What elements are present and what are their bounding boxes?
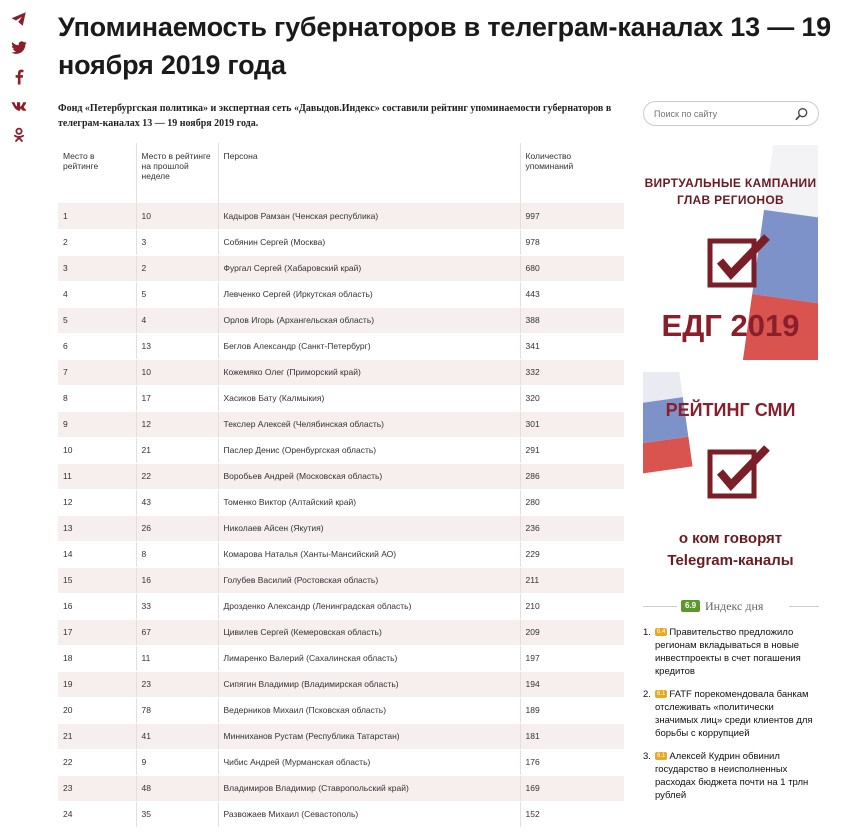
cell-rank: 20 xyxy=(58,697,136,723)
banner-edg-title: ЕДГ 2019 xyxy=(661,308,800,343)
odnoklassniki-icon xyxy=(10,126,28,144)
cell-rank: 15 xyxy=(58,567,136,593)
cell-person: Сипягин Владимир (Владимирская область) xyxy=(218,671,520,697)
divider xyxy=(789,606,819,607)
cell-mentions: 291 xyxy=(520,437,624,463)
news-item[interactable] xyxy=(643,626,819,678)
cell-mentions: 332 xyxy=(520,359,624,385)
news-number: 3. xyxy=(643,751,651,762)
table-row xyxy=(58,593,624,619)
cell-person: Паслер Денис (Оренбургская область) xyxy=(218,437,520,463)
rating-table-body xyxy=(58,203,624,827)
cell-mentions: 997 xyxy=(520,203,624,229)
odnoklassniki-share-button[interactable] xyxy=(10,126,30,146)
table-row xyxy=(58,801,624,827)
cell-prev-rank: 5 xyxy=(136,281,218,307)
cell-rank: 24 xyxy=(58,801,136,827)
vk-icon xyxy=(10,97,28,115)
cell-rank: 9 xyxy=(58,411,136,437)
cell-mentions: 210 xyxy=(520,593,624,619)
cell-rank: 16 xyxy=(58,593,136,619)
cell-prev-rank: 33 xyxy=(136,593,218,619)
cell-prev-rank: 4 xyxy=(136,307,218,333)
cell-prev-rank: 22 xyxy=(136,463,218,489)
cell-person: Воробьев Андрей (Московская область) xyxy=(218,463,520,489)
cell-prev-rank: 13 xyxy=(136,333,218,359)
rating-table xyxy=(58,143,624,828)
cell-prev-rank: 67 xyxy=(136,619,218,645)
cell-rank: 1 xyxy=(58,203,136,229)
cell-prev-rank: 2 xyxy=(136,255,218,281)
cell-mentions: 280 xyxy=(520,489,624,515)
table-row xyxy=(58,255,624,281)
news-link[interactable]: Правительство предложило регионам вкладываться в новые инвестпроекты в счет погашения кредитов xyxy=(655,627,801,677)
news-index-tag: 6.4 xyxy=(657,629,666,635)
cell-mentions: 181 xyxy=(520,723,624,749)
news-number: 2. xyxy=(643,689,651,700)
cell-prev-rank: 12 xyxy=(136,411,218,437)
index-value-badge: 6.9 xyxy=(681,600,700,612)
news-link[interactable]: Алексей Кудрин обвинил государство в неисполненных расходах бюджета почти на 1 трлн рублей xyxy=(655,751,809,801)
cell-prev-rank: 17 xyxy=(136,385,218,411)
table-row xyxy=(58,541,624,567)
table-row xyxy=(58,489,624,515)
vk-share-button[interactable] xyxy=(10,97,30,117)
twitter-share-button[interactable] xyxy=(10,39,30,59)
cell-mentions: 320 xyxy=(520,385,624,411)
table-row xyxy=(58,515,624,541)
table-row xyxy=(58,619,624,645)
cell-person: Николаев Айсен (Якутия) xyxy=(218,515,520,541)
cell-prev-rank: 26 xyxy=(136,515,218,541)
cell-prev-rank: 3 xyxy=(136,229,218,255)
cell-prev-rank: 48 xyxy=(136,775,218,801)
cell-person: Левченко Сергей (Иркутская область) xyxy=(218,281,520,307)
cell-mentions: 301 xyxy=(520,411,624,437)
cell-rank: 5 xyxy=(58,307,136,333)
cell-person: Лимаренко Валерий (Сахалинская область) xyxy=(218,645,520,671)
cell-person: Собянин Сергей (Москва) xyxy=(218,229,520,255)
table-row xyxy=(58,671,624,697)
cell-rank: 23 xyxy=(58,775,136,801)
telegram-icon xyxy=(10,10,28,28)
article-title: Упоминаемость губернаторов в телеграм-каналах 13 — 19 ноября 2019 года xyxy=(58,12,831,80)
cell-person: Голубев Василий (Ростовская область) xyxy=(218,567,520,593)
news-link[interactable]: FATF порекомендовала банкам отслеживать «политически значимых лиц» среди клиентов для борьбы с коррупцией xyxy=(655,689,813,739)
cell-prev-rank: 9 xyxy=(136,749,218,775)
news-index-tag: 6.1 xyxy=(657,753,666,759)
cell-person: Цивилев Сергей (Кемеровская область) xyxy=(218,619,520,645)
banner-edg-2019[interactable] xyxy=(643,145,818,360)
cell-person: Минниханов Рустам (Республика Татарстан) xyxy=(218,723,520,749)
cell-rank: 17 xyxy=(58,619,136,645)
col-header-person: Персона xyxy=(218,143,520,203)
divider xyxy=(643,606,677,607)
cell-prev-rank: 10 xyxy=(136,359,218,385)
cell-rank: 21 xyxy=(58,723,136,749)
table-row xyxy=(58,333,624,359)
twitter-icon xyxy=(10,39,28,57)
cell-person: Орлов Игорь (Архангельская область) xyxy=(218,307,520,333)
cell-rank: 11 xyxy=(58,463,136,489)
table-row xyxy=(58,567,624,593)
table-row xyxy=(58,203,624,229)
cell-mentions: 978 xyxy=(520,229,624,255)
telegram-share-button[interactable] xyxy=(10,10,30,30)
table-row xyxy=(58,749,624,775)
col-header-prev-rank: Место в рейтинге на прошлой неделе xyxy=(136,143,218,203)
news-index-tag: 6.1 xyxy=(657,691,666,697)
cell-rank: 22 xyxy=(58,749,136,775)
banner-media-line1: о ком говорят xyxy=(678,530,783,547)
table-row xyxy=(58,775,624,801)
cell-prev-rank: 23 xyxy=(136,671,218,697)
cell-person: Дрозденко Александр (Ленинградская область) xyxy=(218,593,520,619)
cell-person: Комарова Наталья (Ханты-Мансийский АО) xyxy=(218,541,520,567)
cell-rank: 2 xyxy=(58,229,136,255)
cell-rank: 6 xyxy=(58,333,136,359)
cell-mentions: 152 xyxy=(520,801,624,827)
cell-prev-rank: 41 xyxy=(136,723,218,749)
table-row xyxy=(58,645,624,671)
cell-mentions: 286 xyxy=(520,463,624,489)
table-row xyxy=(58,437,624,463)
index-of-day-header xyxy=(643,598,819,616)
cell-mentions: 443 xyxy=(520,281,624,307)
cell-mentions: 189 xyxy=(520,697,624,723)
cell-prev-rank: 8 xyxy=(136,541,218,567)
cell-person: Томенко Виктор (Алтайский край) xyxy=(218,489,520,515)
cell-rank: 4 xyxy=(58,281,136,307)
cell-mentions: 680 xyxy=(520,255,624,281)
table-row xyxy=(58,723,624,749)
table-row xyxy=(58,697,624,723)
cell-person: Текслер Алексей (Челябинская область) xyxy=(218,411,520,437)
cell-mentions: 388 xyxy=(520,307,624,333)
cell-person: Владимиров Владимир (Ставропольский край) xyxy=(218,775,520,801)
cell-rank: 3 xyxy=(58,255,136,281)
cell-person: Чибис Андрей (Мурманская область) xyxy=(218,749,520,775)
table-header-row xyxy=(58,143,624,203)
cell-person: Беглов Александр (Санкт-Петербург) xyxy=(218,333,520,359)
search-icon[interactable] xyxy=(794,106,810,122)
cell-prev-rank: 78 xyxy=(136,697,218,723)
cell-mentions: 211 xyxy=(520,567,624,593)
table-row xyxy=(58,359,624,385)
col-header-mentions: Количество упоминаний xyxy=(520,143,624,203)
table-row xyxy=(58,385,624,411)
cell-mentions: 197 xyxy=(520,645,624,671)
banner-media-line2: Telegram-каналы xyxy=(667,552,794,569)
table-row xyxy=(58,411,624,437)
cell-mentions: 176 xyxy=(520,749,624,775)
banner-edg-caption: ВИРТУАЛЬНЫЕ КАМПАНИИ ГЛАВ РЕГИОНОВ xyxy=(644,176,817,207)
table-row xyxy=(58,229,624,255)
checkmark-icon xyxy=(707,233,773,291)
col-header-rank: Место в рейтинге xyxy=(58,143,136,203)
table-row xyxy=(58,463,624,489)
cell-prev-rank: 11 xyxy=(136,645,218,671)
cell-person: Развожаев Михаил (Севастополь) xyxy=(218,801,520,827)
cell-rank: 7 xyxy=(58,359,136,385)
news-number: 1. xyxy=(643,627,651,638)
news-item[interactable] xyxy=(643,688,819,740)
news-item[interactable] xyxy=(643,750,819,802)
cell-prev-rank: 10 xyxy=(136,203,218,229)
checkmark-icon xyxy=(707,444,773,502)
cell-rank: 19 xyxy=(58,671,136,697)
cell-rank: 18 xyxy=(58,645,136,671)
cell-person: Хасиков Бату (Калмыкия) xyxy=(218,385,520,411)
cell-rank: 13 xyxy=(58,515,136,541)
cell-mentions: 169 xyxy=(520,775,624,801)
search-input[interactable] xyxy=(654,106,794,122)
cell-prev-rank: 16 xyxy=(136,567,218,593)
cell-rank: 12 xyxy=(58,489,136,515)
share-bar xyxy=(10,10,32,155)
index-news-list xyxy=(643,626,819,812)
site-search xyxy=(643,101,819,126)
cell-prev-rank: 21 xyxy=(136,437,218,463)
index-of-day-label: Индекс дня xyxy=(705,599,764,613)
article-lead: Фонд «Петербургская политика» и экспертная сеть «Давыдов.Индекс» составили рейтинг упоминаемости губернаторов в телеграм-каналах 13 — 19 ноября 2019 года. xyxy=(58,103,612,129)
cell-mentions: 236 xyxy=(520,515,624,541)
cell-rank: 8 xyxy=(58,385,136,411)
table-row xyxy=(58,281,624,307)
cell-person: Кожемяко Олег (Приморский край) xyxy=(218,359,520,385)
cell-rank: 14 xyxy=(58,541,136,567)
cell-prev-rank: 35 xyxy=(136,801,218,827)
banner-media-rating[interactable] xyxy=(643,372,818,587)
cell-person: Ведерников Михаил (Псковская область) xyxy=(218,697,520,723)
banner-media-title: РЕЙТИНГ СМИ xyxy=(665,400,796,420)
cell-rank: 10 xyxy=(58,437,136,463)
cell-prev-rank: 43 xyxy=(136,489,218,515)
cell-mentions: 341 xyxy=(520,333,624,359)
facebook-icon xyxy=(10,68,28,86)
cell-mentions: 229 xyxy=(520,541,624,567)
cell-mentions: 194 xyxy=(520,671,624,697)
cell-person: Фургал Сергей (Хабаровский край) xyxy=(218,255,520,281)
facebook-share-button[interactable] xyxy=(10,68,30,88)
cell-person: Кадыров Рамзан (Ченская республика) xyxy=(218,203,520,229)
table-row xyxy=(58,307,624,333)
cell-mentions: 209 xyxy=(520,619,624,645)
